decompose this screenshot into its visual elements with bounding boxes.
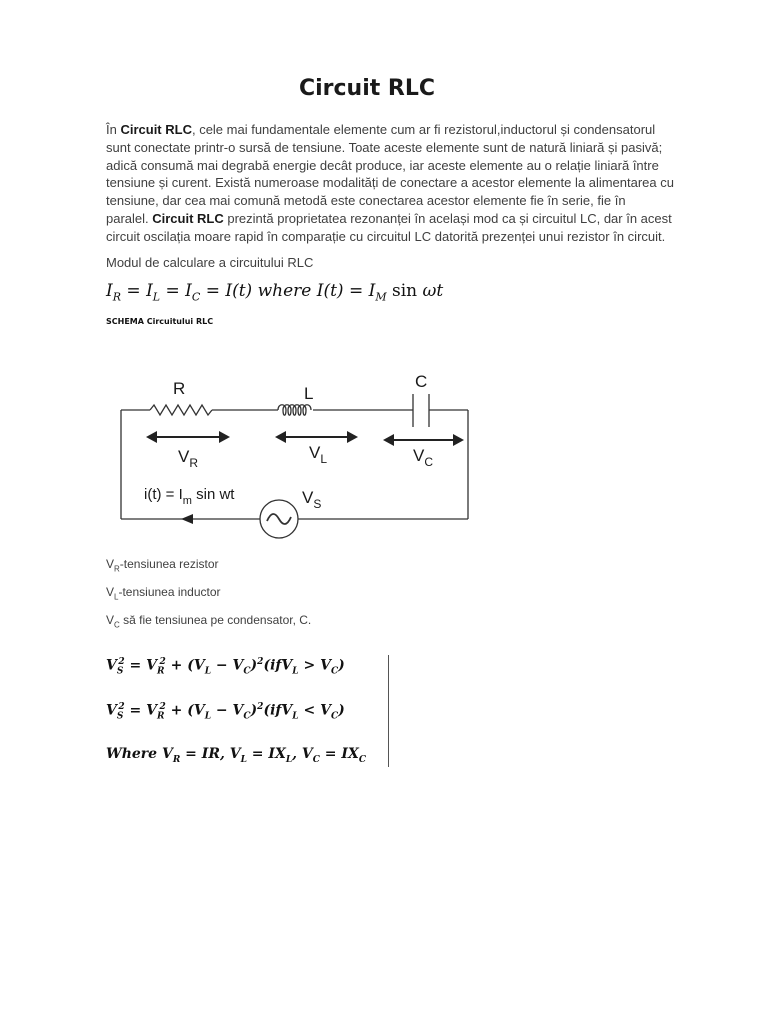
legend-vc: $V_C$ să fie tensiunea pe condensator, C. [106, 613, 312, 630]
resistor-symbol [150, 405, 212, 415]
intro-bold-term: Circuit RLC [120, 122, 192, 137]
intro-text: sunt conectate printr-o sursă de tensiune. Toate aceste elemente sunt de natură liniară și pasivă; [106, 139, 663, 155]
intro-text: tensiune, dar cea mai comună metodă este conectarea acestor elemente fie în serie, fie în [106, 193, 626, 209]
calc-heading: Modul de calculare a circuitului RLC [106, 255, 314, 270]
legend-vr: $V_R$-tensiunea rezistor [106, 557, 219, 574]
voltage-equations [106, 655, 389, 767]
intro-text: paralel. [106, 210, 153, 226]
page-title: Circuit RLC [298, 76, 436, 101]
sine-wave-icon [267, 514, 291, 524]
label-vl: $V_L$ [309, 443, 328, 466]
intro-bold-term: Circuit RLC [152, 210, 224, 226]
inductor-symbol [278, 405, 311, 416]
intro-text: , cele mai fundamentale elemente cum ar fi rezistorul,inductorul și condensatorul [191, 122, 656, 137]
current-equation-label: $i(t) = I_m$ sin wt [144, 486, 235, 507]
schema-heading: SCHEMA Circuitului RLC [106, 317, 214, 326]
vr-arrow-icon [146, 431, 230, 443]
label-vr: $V_R$ [178, 447, 199, 470]
intro-text: circuit oscilația moare rapid în comparație cu circuitul LC datorită prezenței unui rezistor în circuit. [106, 228, 666, 244]
equation-3: Where $V_R$ = IR, $V_L = IX_L$, $V_C = IX_C$ [106, 746, 366, 765]
label-r: R [173, 379, 186, 398]
label-c: C [415, 372, 428, 391]
label-l: L [304, 384, 314, 403]
vl-arrow-icon [275, 431, 358, 443]
intro-text: În [106, 122, 121, 137]
vc-arrow-icon [383, 434, 464, 446]
intro-text: adică consumă mai degrabă energie decât produce, iar aceste elemente au o relație liniară între [106, 157, 659, 173]
label-vs: $V_S$ [302, 488, 322, 511]
intro-text: tensiune și curent. Există numeroase modalități de conectare a acestor elemente la alimentarea cu [106, 175, 674, 191]
legend-vl: $V_L$-tensiunea inductor [106, 585, 221, 602]
equation-1: $V_S^2 = V_R^2 + (V_L - V_C)^2(ifV_L > V_C)$ [106, 657, 345, 677]
current-arrow-icon [181, 514, 193, 524]
label-vc: $V_C$ [413, 446, 434, 469]
intro-text: prezintă proprietatea rezonanței în același mod ca și circuitul LC, dar în acest [223, 210, 672, 226]
current-equation: $I_R = I_L = I_C = I(t)$ where $I(t) = I_M$ sin ωt [106, 281, 444, 304]
equation-2: $V_S^2 = V_R^2 + (V_L - V_C)^2(ifV_L < V_C)$ [106, 702, 345, 722]
